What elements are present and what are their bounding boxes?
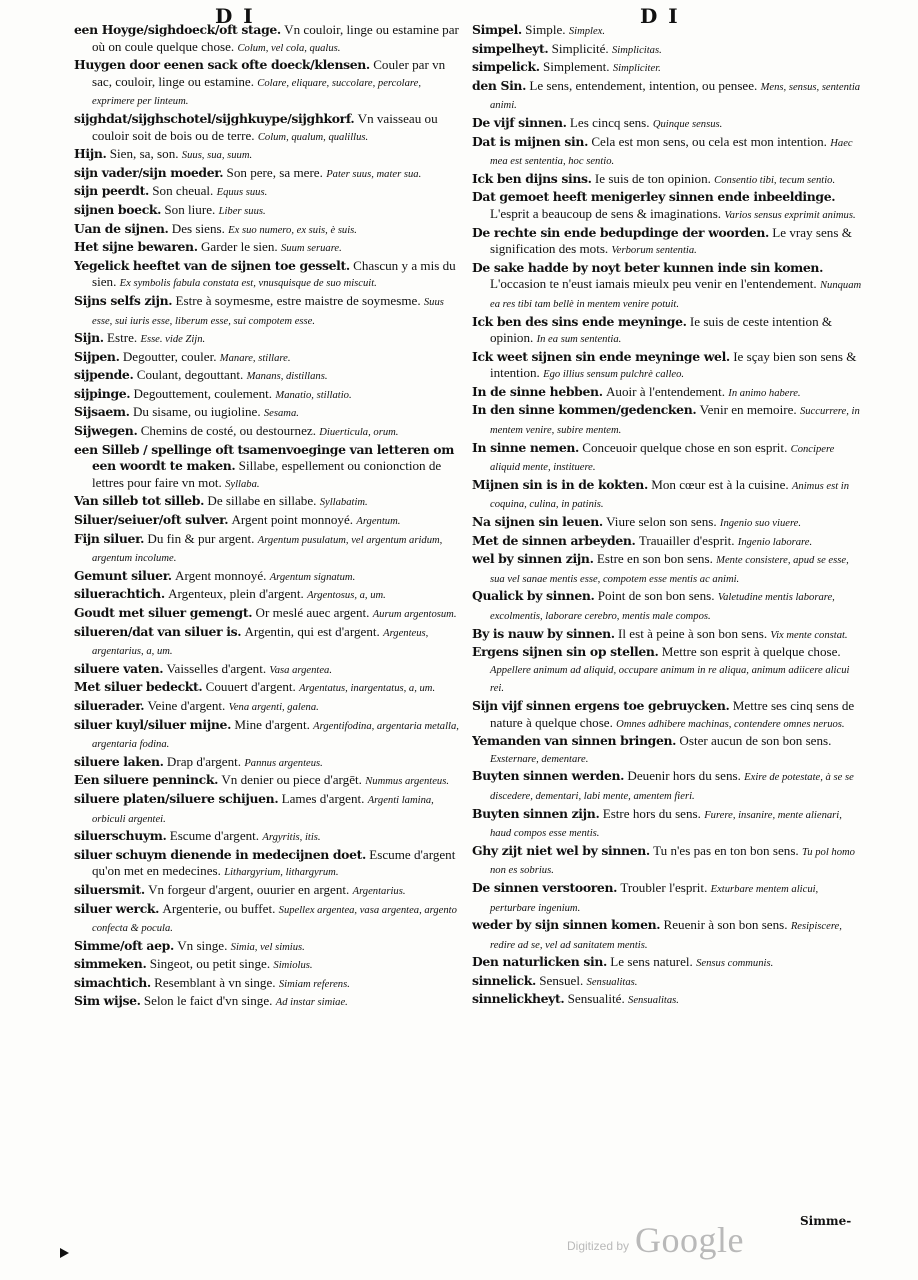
headword: Buyten sinnen zijn.: [472, 805, 600, 821]
french-gloss: Son liure.: [164, 201, 216, 217]
french-gloss: Du sisame, ou iugioline.: [132, 404, 261, 420]
dictionary-entry: [472, 588, 864, 625]
latin-gloss: Suus, sua, suum.: [181, 150, 253, 162]
headword: simpelick.: [472, 59, 540, 75]
headword: Sijpen.: [74, 348, 120, 364]
dictionary-entry: [74, 605, 466, 624]
dictionary-entry: [74, 512, 466, 531]
google-watermark: [567, 1219, 744, 1259]
dictionary-entry: [472, 314, 864, 349]
headword: In den sinne kommen/gedencken.: [472, 402, 697, 418]
headword: simmeken.: [74, 956, 147, 972]
headword: wel by sinnen zijn.: [472, 551, 594, 567]
latin-gloss: Ingenio laborare.: [737, 536, 813, 548]
french-gloss: Sensualité.: [567, 991, 625, 1007]
headword: een Hoyge/sighdoeck/oft stage.: [74, 22, 281, 37]
latin-gloss: Lithargyrium, lithargyrum.: [224, 867, 339, 879]
french-gloss: Degoutter, couler.: [122, 348, 217, 364]
headword: den Sin.: [472, 77, 527, 93]
dictionary-entry: [74, 679, 466, 698]
french-gloss: Oster aucun de son bon sens.: [679, 733, 832, 749]
french-gloss: Simplement.: [542, 59, 610, 75]
dictionary-entry: [472, 806, 864, 843]
dictionary-entry: [74, 423, 466, 442]
google-logo: Google: [635, 1220, 745, 1260]
latin-gloss: Exsternare, dementare.: [490, 753, 589, 765]
latin-gloss: Verborum sententia.: [611, 245, 697, 257]
headword: Goudt met siluer gemengt.: [74, 605, 253, 620]
french-gloss: Vn couloir, linge ou estamine par où on coule quelque chose.: [92, 22, 459, 54]
headword: Het sijne bewaren.: [74, 239, 198, 255]
headword: simpelheyt.: [472, 40, 549, 56]
dictionary-entry: [74, 956, 466, 975]
latin-gloss: Vix mente constat.: [770, 629, 848, 641]
dictionary-entry: [74, 586, 466, 605]
french-gloss: Mettre son esprit à quelque chose.: [661, 644, 841, 660]
latin-gloss: Sensus communis.: [696, 958, 774, 970]
dictionary-entry: [472, 843, 864, 880]
french-gloss: Auoir à l'entendement.: [605, 383, 726, 399]
headword: Sijn.: [74, 330, 104, 346]
latin-gloss: Simiolus.: [273, 960, 313, 972]
headword: siluerschuym.: [74, 828, 167, 844]
dictionary-entry: [74, 661, 466, 680]
dictionary-entry: [74, 57, 466, 111]
headword: sijpende.: [74, 367, 134, 383]
latin-gloss: Argenteus, argentarius, a, um.: [92, 627, 429, 658]
french-gloss: Vn vaisseau ou couloir soit de bois ou de terre.: [92, 110, 438, 143]
latin-gloss: Sensualitas.: [628, 995, 679, 1007]
dictionary-entry: [74, 239, 466, 258]
french-gloss: Couuert d'argent.: [205, 679, 296, 695]
dictionary-entry: [74, 938, 466, 957]
french-gloss: Resemblant à vn singe.: [154, 974, 276, 990]
headword: Ghy zijt niet wel by sinnen.: [472, 842, 650, 858]
french-gloss: Venir en memoire.: [699, 402, 797, 418]
latin-gloss: Pater suus, mater sua.: [326, 168, 422, 180]
headword: weder by sijn sinnen komen.: [472, 917, 661, 933]
french-gloss: Lames d'argent.: [281, 790, 365, 806]
dictionary-entry: [472, 533, 864, 552]
dictionary-entry: [74, 791, 466, 828]
headword: siluerader.: [74, 697, 145, 713]
headword: Dat is mijnen sin.: [472, 133, 589, 149]
right-column: [472, 22, 864, 1010]
dictionary-entry: [472, 973, 864, 992]
french-gloss: Sillabe, espellement ou conionction de lettres pour faire vn mot.: [92, 458, 442, 490]
headword: sijn vader/sijn moeder.: [74, 164, 224, 180]
dictionary-entry: [74, 531, 466, 568]
dictionary-entry: [472, 402, 864, 439]
latin-gloss: Manare, stillare.: [219, 352, 291, 364]
latin-gloss: Mens, sensus, sententia animi.: [490, 81, 861, 112]
latin-gloss: Tu pol homo non es sobrius.: [490, 846, 855, 877]
headword: Gemunt siluer.: [74, 567, 172, 583]
headword: Fijn siluer.: [74, 530, 145, 546]
dictionary-entry: [74, 404, 466, 423]
dictionary-entry: [472, 626, 864, 645]
catchword: Simme-: [800, 1214, 852, 1228]
latin-gloss: Resipiscere, redire ad se, vel ad sanitatem mentis.: [490, 921, 842, 951]
dictionary-entry: [74, 772, 466, 791]
dictionary-entry: [472, 59, 864, 78]
page-edge-mark: [60, 1248, 69, 1258]
latin-gloss: Sensualitas.: [586, 976, 638, 988]
latin-gloss: Syllaba.: [225, 478, 260, 490]
headword: siluerachtich.: [74, 586, 165, 602]
dictionary-entry: [74, 22, 466, 57]
headword: een Silleb / spellinge oft tsamenvoeginge van letteren om een woordt te maken.: [74, 441, 454, 474]
french-gloss: Sien, sa, son.: [109, 146, 179, 162]
dictionary-entry: [472, 225, 864, 260]
headword: Ergens sijnen sin op stellen.: [472, 644, 659, 660]
latin-gloss: Ex suo numero, ex suis, è suis.: [228, 224, 357, 236]
headword: Siluer/seiuer/oft sulver.: [74, 512, 229, 528]
dictionary-entry: [472, 917, 864, 954]
dictionary-entry: [472, 991, 864, 1010]
latin-gloss: Exturbare mentem alicui, perturbare ingenium.: [490, 883, 819, 914]
headword: Ick ben dijns sins.: [472, 170, 592, 186]
french-gloss: Troubler l'esprit.: [620, 879, 708, 895]
running-header-right: D I: [640, 4, 680, 28]
latin-gloss: Liber suus.: [218, 205, 266, 217]
headword: Den naturlicken sin.: [472, 954, 608, 970]
dictionary-entry: [472, 733, 864, 768]
latin-gloss: Manatio, stillatio.: [275, 389, 352, 401]
french-gloss: Son cheual.: [152, 183, 214, 199]
dictionary-entry: [74, 882, 466, 901]
french-gloss: Les cincq sens.: [569, 114, 650, 130]
headword: sijpinge.: [74, 385, 131, 401]
dictionary-entry: [472, 41, 864, 60]
headword: siluere platen/siluere schijuen.: [74, 790, 279, 806]
headword: Sijsaem.: [74, 404, 130, 420]
headword: Na sijnen sin leuen.: [472, 514, 603, 530]
latin-gloss: Mente consistere, apud se esse, sua vel sanae mentis esse, compotem esse mentis ac animi.: [490, 555, 849, 585]
latin-gloss: Argenti lamina, orbiculi argentei.: [92, 794, 434, 825]
headword: siluere vaten.: [74, 660, 164, 676]
french-gloss: Estre hors du sens.: [602, 805, 701, 821]
french-gloss: Viure selon son sens.: [606, 514, 717, 530]
latin-gloss: Syllabatim.: [319, 497, 368, 509]
french-gloss: Conceuoir quelque chose en son esprit.: [582, 439, 788, 455]
dictionary-entry: [472, 477, 864, 514]
french-gloss: L'esprit a beaucoup de sens & imaginations.: [490, 205, 722, 221]
latin-gloss: Argentum signatum.: [269, 571, 356, 583]
headword: De rechte sin ende bedupdinge der woorden.: [472, 224, 769, 240]
headword: sijnen boeck.: [74, 201, 162, 217]
french-gloss: Vn forgeur d'argent, ouurier en argent.: [148, 881, 350, 897]
latin-gloss: Appellere animum ad aliquid, occupare animum in re aliqua, animum adiicere alicui rei.: [490, 664, 850, 695]
headword: sinnelickheyt.: [472, 991, 565, 1007]
french-gloss: Argent point monnoyé.: [231, 512, 354, 528]
french-gloss: Il est à peine à son bon sens.: [618, 625, 768, 641]
headword: silueren/dat van siluer is.: [74, 623, 242, 639]
dictionary-entry: [74, 442, 466, 494]
french-gloss: Estre.: [107, 330, 138, 346]
french-gloss: Vn denier ou piece d'argēt.: [221, 772, 362, 788]
latin-gloss: Exire de potestate, à se se discedere, dementari, labi mente, amentem fieri.: [490, 772, 854, 802]
latin-gloss: Nummus argenteus.: [365, 776, 450, 788]
french-gloss: Veine d'argent.: [147, 697, 226, 713]
dictionary-entry: [74, 493, 466, 512]
french-gloss: Ie suis de ton opinion.: [594, 170, 711, 186]
latin-gloss: Nunquam ea res tibi tam bellè in mentem venire potuit.: [490, 280, 862, 310]
headword: Van silleb tot silleb.: [74, 493, 205, 509]
french-gloss: Vaisselles d'argent.: [166, 660, 267, 676]
headword: Uan de sijnen.: [74, 220, 169, 236]
french-gloss: Estre à soymesme, estre maistre de soymesme.: [175, 292, 421, 308]
latin-gloss: Supellex argentea, vasa argentea, argento confecta & pocula.: [92, 904, 457, 935]
french-gloss: Escume d'argent.: [169, 828, 260, 844]
french-gloss: Chemins de costé, ou destournez.: [140, 423, 316, 439]
latin-gloss: Suus esse, sui iuris esse, liberum esse, sui compotem esse.: [92, 296, 444, 327]
latin-gloss: Furere, insanire, mente alienari, haud compos esse mentis.: [490, 809, 842, 840]
latin-gloss: Colum, qualum, qualillus.: [257, 131, 369, 143]
headword: siluer schuym dienende in medecijnen doet.: [74, 846, 366, 862]
latin-gloss: Pannus argenteus.: [244, 757, 323, 769]
headword: Huygen door eenen sack ofte doeck/klensen.: [74, 57, 370, 73]
latin-gloss: Argentatus, inargentatus, a, um.: [299, 683, 436, 695]
french-gloss: De sillabe en sillabe.: [207, 493, 317, 509]
latin-gloss: Haec mea est sententia, hoc sentio.: [490, 137, 853, 168]
latin-gloss: Argyritis, itis.: [262, 832, 321, 844]
french-gloss: Sensuel.: [539, 972, 584, 988]
dictionary-entry: [472, 171, 864, 190]
latin-gloss: Colare, eliquare, succolare, percolare, exprimere per linteum.: [92, 77, 421, 108]
dictionary-entry: [74, 717, 466, 754]
dictionary-entry: [74, 901, 466, 938]
latin-gloss: Concipere aliquid mente, instituere.: [490, 443, 835, 474]
headword: sijn peerdt.: [74, 183, 149, 199]
french-gloss: Chascun y a mis du sien.: [92, 257, 456, 290]
dictionary-entry: [74, 367, 466, 386]
headword: De sinnen verstooren.: [472, 879, 618, 895]
latin-gloss: Quinque sensus.: [652, 118, 723, 130]
dictionary-entry: [472, 134, 864, 171]
french-gloss: Cela est mon sens, ou cela est mon intention.: [591, 133, 827, 149]
dictionary-entry: [74, 993, 466, 1012]
headword: sinnelick.: [472, 972, 536, 988]
french-gloss: Ie suis de ceste intention & opinion.: [490, 313, 833, 346]
french-gloss: Couler par vn sac, couloir, linge ou estamine.: [92, 57, 446, 89]
french-gloss: Coulant, degouttant.: [136, 367, 244, 383]
french-gloss: Escume d'argent qu'on met en medecines.: [92, 846, 456, 879]
headword: siluer werck.: [74, 900, 160, 916]
headword: siluer kuyl/siluer mijne.: [74, 716, 232, 732]
latin-gloss: Omnes adhibere machinas, contendere omnes neruos.: [616, 718, 845, 730]
dictionary-entry: [74, 330, 466, 349]
dictionary-entry: [74, 165, 466, 184]
dictionary-entry: [74, 202, 466, 221]
dictionary-entry: [74, 146, 466, 165]
headword: Ick ben des sins ende meyninge.: [472, 313, 687, 329]
headword: Ick weet sijnen sin ende meyninge wel.: [472, 348, 730, 364]
latin-gloss: Argentarius.: [352, 885, 406, 897]
latin-gloss: Ingenio suo viuere.: [719, 518, 802, 530]
headword: Sijn vijf sinnen ergens toe gebruycken.: [472, 697, 730, 713]
latin-gloss: Argentifodina, argentaria metalla, argentaria fodina.: [92, 720, 459, 751]
french-gloss: Drap d'argent.: [166, 753, 242, 769]
french-gloss: Selon le faict d'vn singe.: [143, 993, 273, 1009]
french-gloss: Mettre ses cinq sens de nature à quelque chose.: [490, 697, 855, 730]
headword: Simpel.: [472, 22, 522, 37]
latin-gloss: Consentio tibi, tecum sentio.: [714, 174, 836, 186]
french-gloss: Argentin, qui est d'argent.: [244, 623, 380, 639]
headword: Een siluere penninck.: [74, 772, 219, 788]
dictionary-entry: [472, 115, 864, 134]
dictionary-entry: [472, 260, 864, 314]
dictionary-entry: [74, 568, 466, 587]
dictionary-entry: [472, 954, 864, 973]
headword: Simme/oft aep.: [74, 937, 174, 953]
french-gloss: Or meslé auec argent.: [255, 605, 370, 620]
latin-gloss: Argentum.: [356, 516, 401, 528]
headword: Yemanden van sinnen bringen.: [472, 733, 677, 749]
latin-gloss: Argentum pusulatum, vel argentum aridum, argentum incolume.: [92, 534, 443, 565]
french-gloss: Degouttement, coulement.: [133, 385, 273, 401]
headword: Met siluer bedeckt.: [74, 679, 203, 695]
latin-gloss: Ego illius sensum pulchrè calleo.: [543, 369, 685, 381]
french-gloss: Estre en son bon sens.: [596, 551, 713, 567]
headword: siluersmit.: [74, 881, 145, 897]
french-gloss: Reuenir à son bon sens.: [663, 917, 788, 933]
headword: Buyten sinnen werden.: [472, 768, 625, 784]
french-gloss: Singeot, ou petit singe.: [149, 956, 271, 972]
headword: simachtich.: [74, 974, 151, 990]
latin-gloss: Suum seruare.: [280, 243, 342, 255]
headword: De sake hadde by noyt beter kunnen inde sin komen.: [472, 259, 824, 275]
headword: In de sinne hebben.: [472, 383, 603, 399]
dictionary-entry: [472, 22, 864, 41]
french-gloss: L'occasion te n'eust iamais mieulx peu venir en l'entendement.: [490, 276, 817, 292]
headword: By is nauw by sinnen.: [472, 625, 615, 641]
latin-gloss: Ad instar simiae.: [275, 997, 348, 1009]
french-gloss: Garder le sien.: [200, 239, 278, 255]
latin-gloss: Vasa argentea.: [269, 664, 332, 676]
french-gloss: Ie sçay bien son sens & intention.: [490, 348, 857, 381]
dictionary-entry: [74, 293, 466, 330]
french-gloss: Trauailler d'esprit.: [638, 532, 735, 548]
dictionary-entry: [74, 111, 466, 146]
french-gloss: Point de son bon sens.: [597, 588, 715, 604]
french-gloss: Argenterie, ou buffet.: [162, 900, 276, 916]
dictionary-entry: [472, 698, 864, 733]
digitized-by-text: Digitized by: [567, 1239, 630, 1253]
dictionary-entry: [74, 386, 466, 405]
headword: Yegelick heeftet van de sijnen toe gesselt.: [74, 257, 350, 273]
dictionary-entry: [74, 258, 466, 293]
dictionary-entry: [74, 754, 466, 773]
french-gloss: Mine d'argent.: [234, 716, 310, 732]
french-gloss: Simple.: [525, 22, 566, 37]
left-column: [74, 22, 466, 1012]
french-gloss: Le sens naturel.: [610, 954, 693, 970]
latin-gloss: Simplicitas.: [612, 44, 662, 56]
french-gloss: Tu n'es pas en ton bon sens.: [653, 842, 799, 858]
latin-gloss: Simiam referens.: [278, 978, 350, 990]
french-gloss: Le sens, entendement, intention, ou pensee.: [529, 77, 758, 93]
french-gloss: Mon cœur est à la cuisine.: [651, 476, 789, 492]
french-gloss: Deuenir hors du sens.: [627, 768, 741, 784]
dictionary-entry: [74, 698, 466, 717]
dictionary-entry: [74, 183, 466, 202]
running-header-left: D I: [215, 4, 255, 28]
headword: Qualick by sinnen.: [472, 588, 595, 604]
french-gloss: Argenteux, plein d'argent.: [168, 586, 304, 602]
latin-gloss: In ea sum sententia.: [536, 334, 622, 346]
latin-gloss: Diuerticula, orum.: [319, 427, 399, 439]
headword: Met de sinnen arbeyden.: [472, 532, 636, 548]
latin-gloss: Colum, vel cola, qualus.: [237, 42, 341, 54]
headword: In sinne nemen.: [472, 439, 579, 455]
headword: Sijwegen.: [74, 423, 138, 439]
latin-gloss: In animo habere.: [728, 387, 801, 399]
latin-gloss: Manans, distillans.: [246, 371, 328, 383]
latin-gloss: Aurum argentosum.: [372, 609, 457, 620]
latin-gloss: Animus est in coquina, culina, in patinis.: [490, 480, 850, 511]
dictionary-entry: [472, 880, 864, 917]
dictionary-entry: [74, 349, 466, 368]
latin-gloss: Esse. vide Zijn.: [140, 334, 206, 346]
dictionary-entry: [472, 189, 864, 224]
latin-gloss: Simplex.: [568, 26, 606, 37]
latin-gloss: Vena argenti, galena.: [228, 701, 319, 713]
headword: De vijf sinnen.: [472, 114, 567, 130]
french-gloss: Argent monnoyé.: [175, 567, 267, 583]
latin-gloss: Argentosus, a, um.: [307, 590, 386, 602]
dictionary-entry: [74, 828, 466, 847]
headword: sijghdat/sijghschotel/sijghkuype/sijghkorf.: [74, 110, 355, 126]
dictionary-entry: [472, 349, 864, 384]
latin-gloss: Sesama.: [263, 408, 299, 420]
french-gloss: Le vray sens & signification des mots.: [490, 224, 852, 257]
dictionary-entry: [472, 440, 864, 477]
dictionary-entry: [472, 384, 864, 403]
french-gloss: Son pere, sa mere.: [226, 164, 323, 180]
dictionary-entry: [74, 975, 466, 994]
latin-gloss: Ex symbolis fabula constata est, vnusquisque de suo miscuit.: [119, 278, 377, 290]
french-gloss: Vn singe.: [177, 937, 228, 953]
headword: Mijnen sin is in de kokten.: [472, 476, 648, 492]
headword: Sijns selfs zijn.: [74, 292, 173, 308]
french-gloss: Simplicité.: [551, 40, 609, 56]
headword: siluere laken.: [74, 753, 164, 769]
headword: Sim wijse.: [74, 993, 141, 1009]
dictionary-entry: [74, 624, 466, 661]
latin-gloss: Valetudine mentis laborare, excolmentis, laborare cerebro, mentis male compos.: [490, 592, 835, 622]
headword: Dat gemoet heeft menigerley sinnen ende inbeeldinge.: [472, 189, 836, 205]
dictionary-entry: [74, 847, 466, 882]
latin-gloss: Varios sensus exprimit animus.: [724, 209, 856, 221]
latin-gloss: Succurrere, in mentem venire, subire mentem.: [490, 406, 860, 437]
dictionary-entry: [472, 78, 864, 115]
latin-gloss: Simpliciter.: [612, 63, 661, 75]
dictionary-entry: [472, 551, 864, 588]
dictionary-entry: [472, 644, 864, 698]
french-gloss: Du fin & pur argent.: [147, 530, 255, 546]
dictionary-entry: [472, 514, 864, 533]
latin-gloss: Equus suus.: [216, 187, 268, 199]
latin-gloss: Simia, vel simius.: [230, 941, 305, 953]
headword: Hijn.: [74, 146, 107, 162]
dictionary-entry: [74, 221, 466, 240]
dictionary-entry: [472, 768, 864, 805]
french-gloss: Des siens.: [171, 220, 225, 236]
